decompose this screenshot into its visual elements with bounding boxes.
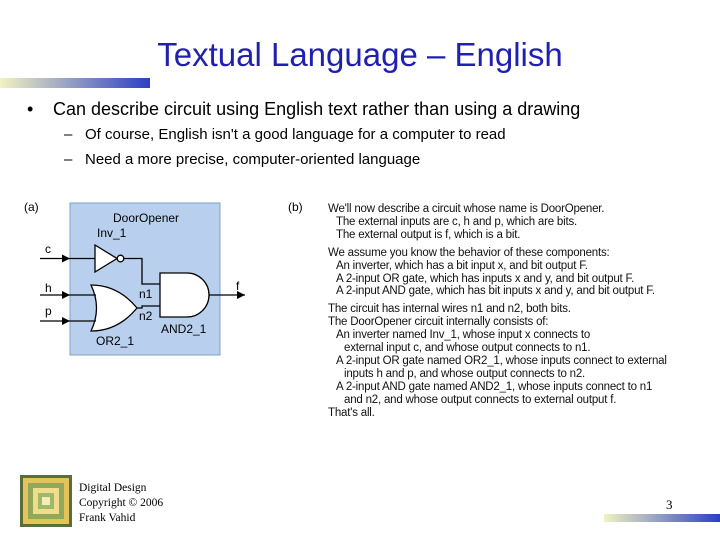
description-line: The DoorOpener circuit internally consists of: — [328, 316, 549, 329]
description-line: The circuit has internal wires n1 and n2, both bits. — [328, 303, 571, 316]
footer-author: Frank Vahid — [79, 512, 136, 524]
sub-bullet-dash: – — [64, 151, 73, 168]
circuit-name-label: DoorOpener — [113, 211, 180, 225]
figure-b-label: (b) — [288, 200, 303, 214]
description-line: The external inputs are c, h and p, which are bits. — [336, 215, 578, 228]
arrowhead — [62, 317, 70, 325]
title-accent-bar — [0, 78, 150, 88]
description-line: inputs h and p, and whose output connects to n2. — [344, 367, 586, 380]
arrowhead — [62, 255, 70, 263]
sub-bullet-text: Need a more precise, computer-oriented language — [85, 151, 421, 168]
footer-copyright: Copyright © 2006 — [79, 497, 164, 509]
footer-credits — [79, 481, 163, 526]
book-logo-icon — [20, 475, 72, 527]
description-line: A 2-input OR gate, which has inputs x and y, and bit output F. — [336, 272, 635, 285]
description-line: A 2-input OR gate named OR2_1, whose inputs connect to external — [336, 354, 667, 367]
circuit-diagram — [30, 195, 260, 365]
inverter-label: Inv_1 — [97, 226, 127, 240]
wire-n1-label: n1 — [139, 287, 153, 301]
footer-book-title: Digital Design — [79, 482, 147, 494]
description-line: A 2-input AND gate, which has bit inputs x and y, and bit output F. — [336, 285, 655, 298]
slide-title: Textual Language – English — [157, 36, 563, 73]
inverter-bubble — [117, 255, 124, 262]
and-gate — [160, 273, 209, 317]
wire-n2-label: n2 — [139, 309, 153, 323]
sub-bullet-dash: – — [64, 126, 73, 143]
description-line: An inverter, which has a bit input x, and bit output F. — [336, 259, 588, 272]
input-p-label: p — [45, 304, 52, 318]
circuit-description — [328, 203, 708, 420]
bullet-text: Can describe circuit using English text rather than using a drawing — [53, 99, 581, 119]
description-line: and n2, and whose output connects to external output f. — [344, 393, 617, 406]
output-f-label: f — [236, 279, 240, 293]
description-line: A 2-input AND gate named AND2_1, whose inputs connect to n1 — [336, 380, 653, 393]
description-line: We'll now describe a circuit whose name is DoorOpener. — [328, 203, 605, 215]
sub-bullet-text: Of course, English isn't a good language for a computer to read — [85, 126, 506, 143]
input-h-label: h — [45, 281, 52, 295]
input-c-label: c — [45, 242, 51, 256]
or-gate-label: OR2_1 — [96, 334, 135, 348]
description-line: We assume you know the behavior of these components: — [328, 246, 610, 259]
arrowhead — [62, 291, 70, 299]
footer-accent-bar — [604, 514, 720, 522]
description-line: The external output is f, which is a bit. — [336, 228, 521, 241]
description-line: external input c, and whose output connects to n1. — [344, 342, 591, 355]
page-number: 3 — [666, 497, 673, 512]
and-gate-label: AND2_1 — [161, 322, 207, 336]
figure-a-label: (a) — [24, 200, 39, 214]
description-line: An inverter named Inv_1, whose input x connects to — [336, 329, 591, 342]
bullet-marker: • — [27, 99, 34, 119]
description-line: That's all. — [328, 406, 375, 419]
